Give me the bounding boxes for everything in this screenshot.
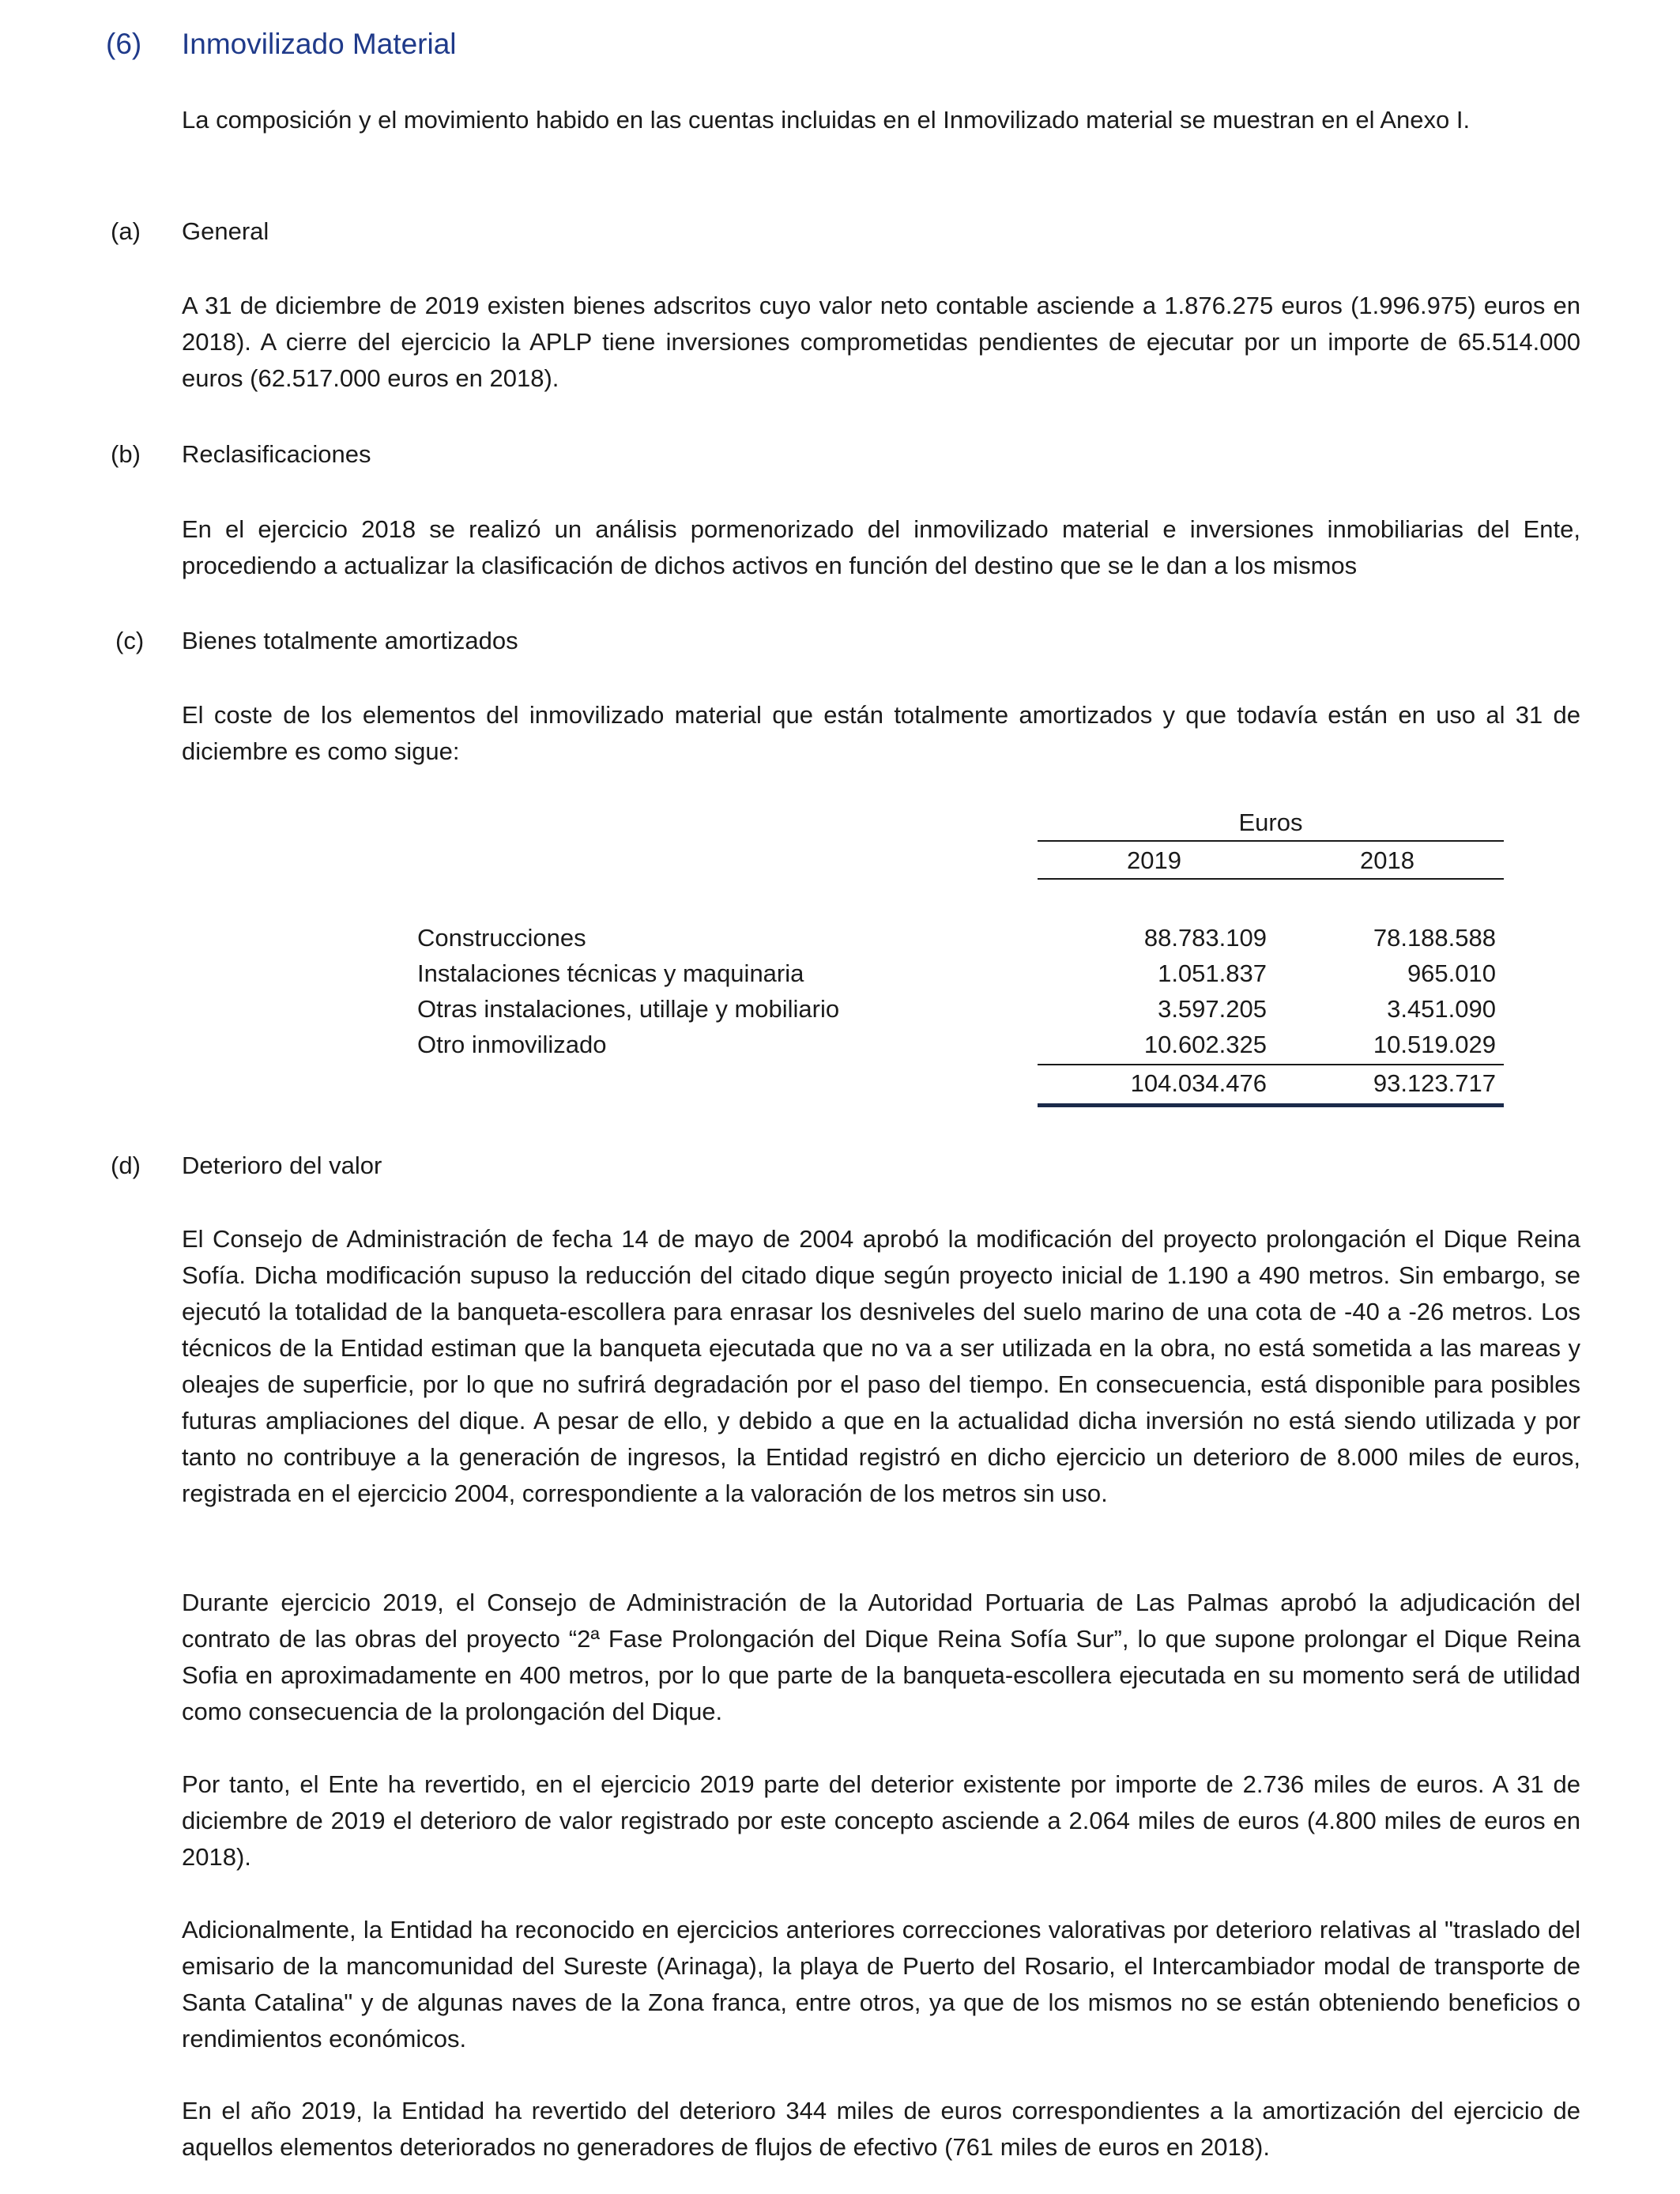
table-rule-header (1038, 878, 1504, 880)
table-cell-2018: 78.188.588 (1373, 924, 1496, 952)
table-total-2019: 104.034.476 (1130, 1069, 1267, 1097)
table-rule-total (1038, 1103, 1504, 1107)
table-row-label: Otras instalaciones, utillaje y mobiliario (417, 995, 840, 1023)
subsection-d-title: Deterioro del valor (182, 1152, 382, 1179)
table-row-label: Construcciones (417, 924, 586, 952)
table-cell-2018: 10.519.029 (1373, 1031, 1496, 1058)
table-col-2018: 2018 (1360, 846, 1414, 874)
subsection-c-label: (c) (115, 627, 145, 654)
subsection-b-title: Reclasificaciones (182, 440, 371, 468)
table-total-2018: 93.123.717 (1373, 1069, 1496, 1097)
subsection-d-paragraph-1: El Consejo de Administración de fecha 14 de mayo de 2004 aprobó la modificación del proyecto prolongación el Dique Reina Sofía. Dicha modificación supuso la reducción del citado dique según proyecto inicial de 1.190 a 490 metros. Sin embargo, se ejecutó la totalidad de la banqueta-escollera para enrasar los desniveles del suelo marino de una cota de -40 a -26 metros. Los técnicos de la Entidad estiman que la banqueta ejecutada que no va a ser utilizada en la obra, no está sometida a las mareas y oleajes de superficie, por lo que no sufrirá degradación por el paso del tiempo. En consecuencia, está disponible para posibles futuras ampliaciones del dique. A pesar de ello, y debido a que en la actualidad dicha inversión no está siendo utilizada y por tanto no contribuye a la generación de ingresos, la Entidad registró en dicho ejercicio un deterioro de 8.000 miles de euros, registrada en el ejercicio 2004, correspondiente a la valoración de los metros sin uso. (182, 1225, 1580, 1507)
table-unit-header: Euros (1238, 809, 1303, 836)
table-cell-2019: 3.597.205 (1158, 995, 1267, 1023)
subsection-a-title: General (182, 217, 269, 245)
subsection-a-text: A 31 de diciembre de 2019 existen bienes adscritos cuyo valor neto contable asciende a 1.876.275 euros (1.996.975) euros en 2018). A cierre del ejercicio la APLP tiene inversiones comprometidas pendientes de ejecutar por un importe de 65.514.000 euros (62.517.000 euros en 2018). (182, 292, 1580, 392)
subsection-c-title: Bienes totalmente amortizados (182, 627, 518, 654)
subsection-b-text: En el ejercicio 2018 se realizó un análisis pormenorizado del inmovilizado material e inversiones inmobiliarias del Ente, procediendo a actualizar la clasificación de dichos activos en función del destino que se le dan a los mismos (182, 515, 1580, 579)
subsection-d-paragraph-4: Adicionalmente, la Entidad ha reconocido en ejercicios anteriores correcciones valorativas por deterioro relativas al "traslado del emisario de la mancomunidad del Sureste (Arinaga), la playa de Puerto del Rosario, el Intercambiador modal de transporte de Santa Catalina" y de algunas naves de la Zona franca, entre otros, ya que de los mismos no se están obteniendo beneficios o rendimientos económicos. (182, 1916, 1580, 2053)
table-col-2019: 2019 (1127, 846, 1181, 874)
table-cell-2019: 1.051.837 (1158, 959, 1267, 987)
section-title: Inmovilizado Material (182, 28, 457, 60)
table-rule-top (1038, 840, 1504, 842)
table-cell-2019: 10.602.325 (1143, 1031, 1267, 1058)
table-row-label: Otro inmovilizado (417, 1031, 607, 1058)
table-cell-2018: 3.451.090 (1387, 995, 1496, 1023)
table-cell-2019: 88.783.109 (1143, 924, 1267, 952)
subsection-d-paragraph-2: Durante ejercicio 2019, el Consejo de Administración de la Autoridad Portuaria de Las Palmas aprobó la adjudicación del contrato de las obras del proyecto “2ª Fase Prolongación del Dique Reina Sofía Sur”, lo que supone prolongar el Dique Reina Sofia en aproximadamente en 400 metros, por lo que parte de la banqueta-escollera ejecutada en su momento será de utilidad como consecuencia de la prolongación del Dique. (182, 1589, 1580, 1725)
subsection-d-paragraph-5: En el año 2019, la Entidad ha revertido del deterioro 344 miles de euros correspondientes a la amortización del ejercicio de aquellos elementos deteriorados no generadores de flujos de efectivo (761 miles de euros en 2018). (182, 2097, 1580, 2161)
section-number: (6) (106, 28, 142, 60)
table-row-label: Instalaciones técnicas y maquinaria (417, 959, 804, 987)
subsection-d-paragraph-3: Por tanto, el Ente ha revertido, en el ejercicio 2019 parte del deterior existente por importe de 2.736 miles de euros. A 31 de diciembre de 2019 el deterioro de valor registrado por este concepto asciende a 2.064 miles de euros (4.800 miles de euros en 2018). (182, 1770, 1580, 1871)
subsection-a-label: (a) (111, 217, 141, 245)
subsection-d-label: (d) (111, 1152, 141, 1179)
table-cell-2018: 965.010 (1407, 959, 1496, 987)
subsection-c-text: El coste de los elementos del inmovilizado material que están totalmente amortizados y que todavía están en uso al 31 de diciembre es como sigue: (182, 701, 1580, 765)
subsection-b-label: (b) (111, 440, 141, 468)
section-intro: La composición y el movimiento habido en las cuentas incluidas en el Inmovilizado material se muestran en el Anexo I. (182, 106, 1471, 134)
